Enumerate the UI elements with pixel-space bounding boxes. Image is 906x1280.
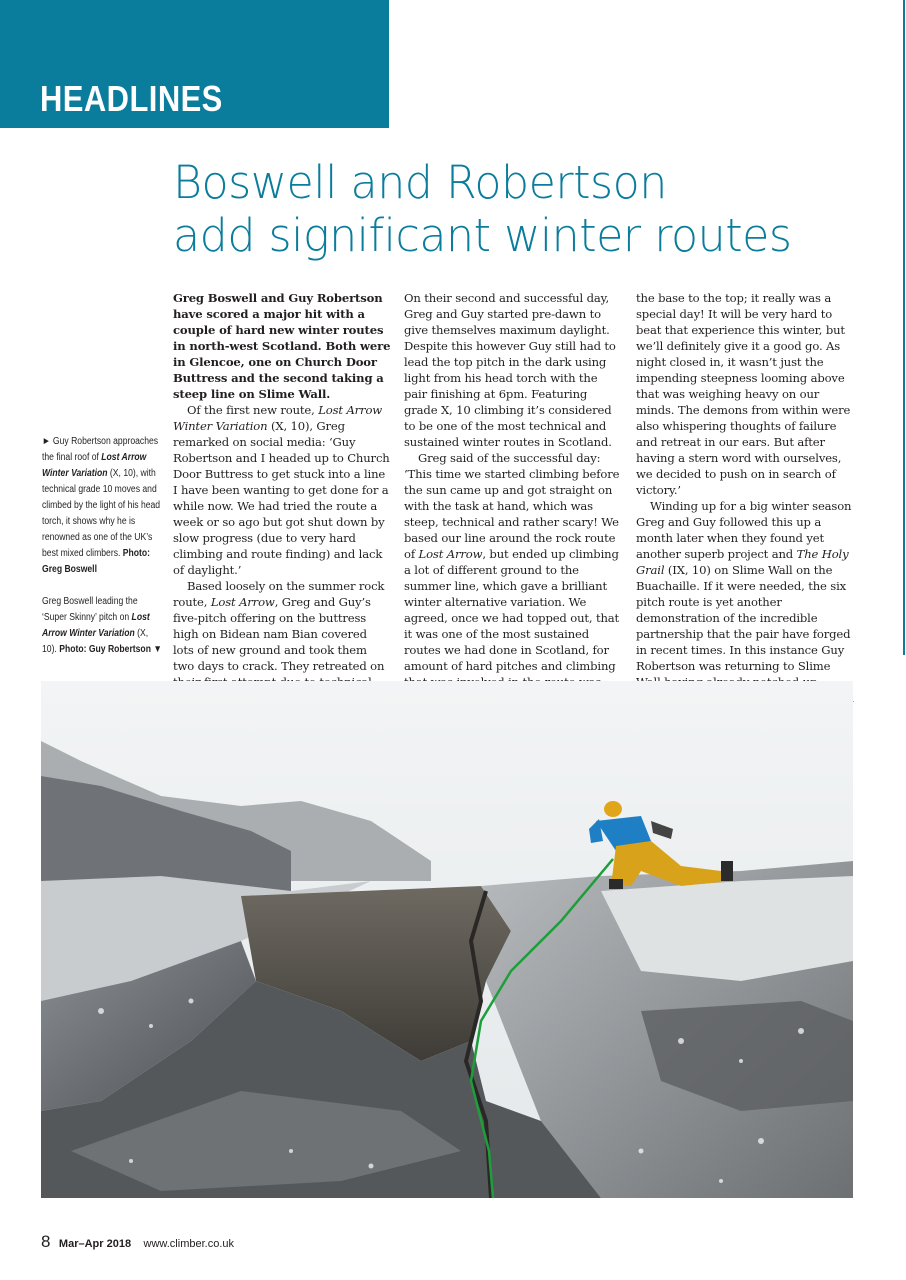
- photo-caption-first: ► Guy Robertson approaches the final roof of Lost Arrow Winter Variation (X, 10), with technical grade 10 moves and climbed by the light of his head torch, it shows why he is renowned as one of the UK’s best mixed climbers. Photo: Greg Boswell: [42, 436, 161, 575]
- climbing-photo-illustration: [41, 681, 853, 1198]
- section-banner: [0, 0, 389, 128]
- paragraph: Based loosely on the summer rock route, Lost Arrow, Greg and Guy’s five-pitch offering on the buttress high on Bidean nam Bian covered lots of new ground and took them two days to crack. They retreated on: [173, 579, 385, 673]
- page-footer: [41, 1232, 234, 1252]
- page-number: 8: [41, 1232, 51, 1251]
- caption-arrow-down-icon: ▼: [150, 644, 162, 655]
- section-label: HEADLINES: [40, 78, 223, 119]
- page-edge-rule: [903, 0, 905, 655]
- website-link[interactable]: www.climber.co.uk: [143, 1238, 235, 1250]
- article-column-2: [404, 290, 622, 706]
- paragraph: Winding up for a big winter season Greg and Guy followed this up a month later when they found yet another superb project and The Holy Grail (IX, 10) on Slime Wall on the Buachaille. If it were needed, the six pitch route is yet another demonstration of the incredible partnership that the pair have forged in recent times. In this instance Guy Robertson was returning to Slime: [636, 499, 852, 673]
- article-column-3: [636, 290, 854, 722]
- paragraph: the base to the top; it really was a special day! It will be very hard to beat that experience this winter, but we’ll definitely give it a good go. As night closed in, it wasn’t just the impending steepness looming above that was weighing heavy on our minds. The demons from within were also whispering thoughts of failure and retreat in our ears. But after having a stern word with ourselves, we decided to push on in search of victory.’: [636, 291, 851, 497]
- title-line-1: Boswell and Robertson: [173, 156, 667, 209]
- paragraph: Of the first new route, Lost Arrow Winter Variation (X, 10), Greg remarked on social media: ‘Guy Robertson and I headed up to Church Door Buttress to get stuck into a line I have been wanting to get done for a while now. We had tried the route a week or so ago but got shut down by slow progress (due to very hard climbing and route finding) and lack of daylight.’: [173, 403, 390, 577]
- photo-caption-second: Greg Boswell leading the ‘Super Skinny’ pitch on Lost Arrow Winter Variation (X, 10). Photo: Guy Robertson ▼: [42, 596, 162, 655]
- paragraph: On their second and successful day, Greg and Guy started pre-dawn to give themselves maximum daylight. Despite this however Guy still had to lead the top pitch in the dark using light from his head torch with the pair finishing at 6pm. Featuring grade X, 10 climbing it’s considered to be one of the most technical and sustained winter routes in Scotland.: [404, 291, 616, 449]
- title-line-2: add significant winter routes: [173, 209, 792, 262]
- standfirst: Greg Boswell and Guy Robertson have scored a major hit with a couple of hard new winter routes in north-west Scotland. Both were in Glencoe, one on Church Door Buttress and the second taking a steep line on Slime Wall.: [173, 291, 391, 401]
- climbing-photo: [41, 681, 853, 1198]
- caption-arrow-right-icon: ►: [42, 436, 51, 447]
- article-title: [173, 156, 882, 262]
- article-column-1: [173, 290, 391, 722]
- issue-date: Mar–Apr 2018: [58, 1238, 132, 1250]
- paragraph: Greg said of the successful day: ‘This time we started climbing before the sun came up and got straight on with the task at hand, which was steep, technical and rather scary! We based our line around the rock route of Lost Arrow, but ended up climbing a lot of different ground to the summer line, which gave a brilliant winter alternative variation. We agreed, once we had topped out, that it was one of the most sustained routes we had done in Scotland, for amount of hard pitches and climbing: [404, 451, 620, 673]
